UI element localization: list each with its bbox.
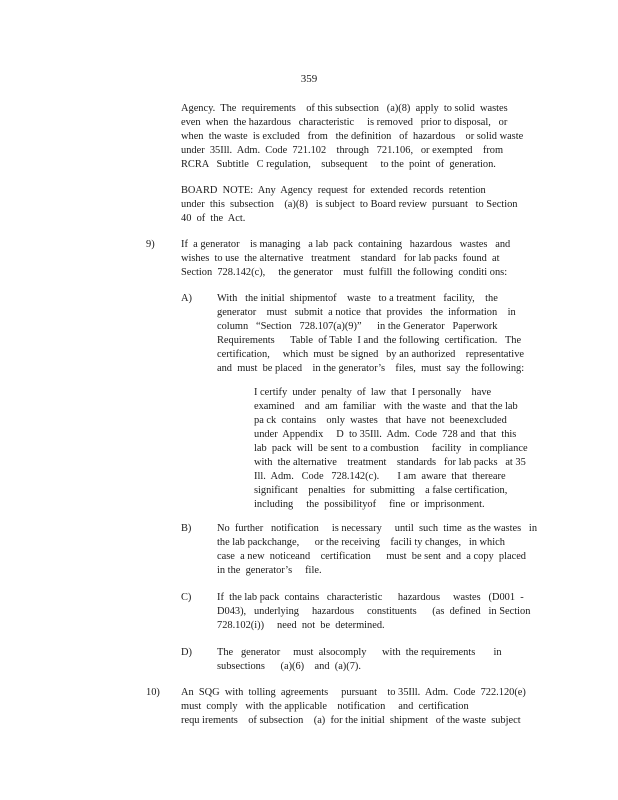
text-line: 40 of the Act. — [181, 213, 246, 224]
text-line: lab pack will be sent to a combustion facility in compliance — [254, 443, 528, 454]
text-line: column “Section 728.107(a)(9)” in the Generator Paperwork — [217, 321, 498, 332]
item-9-text — [181, 238, 553, 280]
item-label: C) — [181, 592, 192, 603]
text-line: Ill. Adm. Code 728.142(c). I am aware that thereare — [254, 471, 506, 482]
text-line: in the generator’s file. — [217, 565, 322, 576]
text-line: If a generator is managing a lab pack containing hazardous wastes and — [181, 239, 511, 250]
text-line: significant penalties for submitting a false certification, — [254, 485, 508, 496]
text-line: the lab packchange, or the receiving facili ty changes, in which — [217, 537, 505, 548]
board-note — [181, 184, 553, 226]
item-number: 10) — [146, 687, 160, 698]
text-line: wishes to use the alternative treatment standard for lab packs found at — [181, 253, 500, 264]
item-10-text — [181, 686, 557, 728]
item-a-text — [217, 292, 553, 376]
item-d-text — [217, 646, 553, 674]
item-b-text — [217, 522, 557, 578]
certification-quote — [254, 386, 554, 512]
text-line: certification, which must be signed by an authorized representative — [217, 349, 525, 360]
page-number: 359 — [300, 73, 318, 85]
text-line: Requirements Table of Table I and the following certification. The — [217, 335, 522, 346]
text-line: with the alternative treatment standards for lab packs at 35 — [254, 457, 526, 468]
text-line: subsections (a)(6) and (a)(7). — [217, 661, 361, 672]
text-line: The generator must alsocomply with the requirements in — [217, 647, 502, 658]
text-line: I certify under penalty of law that I personally have — [254, 387, 492, 398]
item-label: D) — [181, 647, 192, 658]
text-line: and must be placed in the generator’s files, must say the following: — [217, 363, 525, 374]
text-line: With the initial shipmentof waste to a treatment facility, the — [217, 293, 498, 304]
text-line: must comply with the applicable notification and certification — [181, 701, 469, 712]
text-line: 728.102(i)) need not be determined. — [217, 620, 385, 631]
text-line: Agency. The requirements of this subsection (a)(8) apply to solid wastes — [181, 103, 508, 114]
text-line: BOARD NOTE: Any Agency request for extended records retention — [181, 185, 486, 196]
text-line: including the possibilityof fine or imprisonment. — [254, 499, 485, 510]
text-line: D043), underlying hazardous constituents (as defined in Section — [217, 606, 531, 617]
item-label: B) — [181, 523, 192, 534]
text-line: case a new noticeand certification must be sent and a copy placed — [217, 551, 527, 562]
text-line: No further notification is necessary until such time as the wastes in — [217, 523, 538, 534]
text-line: under Appendix D to 35Ill. Adm. Code 728 and that this — [254, 429, 517, 440]
text-line: under 35Ill. Adm. Code 721.102 through 721.106, or exempted from — [181, 145, 504, 156]
text-line: pa ck contains only wastes that have not beenexcluded — [254, 415, 507, 426]
text-line: examined and am familiar with the waste and that the lab — [254, 401, 518, 412]
item-number: 9) — [146, 239, 155, 250]
text-line: when the waste is excluded from the definition of hazardous or solid waste — [181, 131, 524, 142]
text-line: RCRA Subtitle C regulation, subsequent to the point of generation. — [181, 159, 496, 170]
item-c-text — [217, 591, 553, 633]
text-line: An SQG with tolling agreements pursuant to 35Ill. Adm. Code 722.120(e) — [181, 687, 526, 698]
text-line: If the lab pack contains characteristic hazardous wastes (D001 - — [217, 592, 524, 603]
text-line: Section 728.142(c), the generator must fulfill the following conditi ons: — [181, 267, 508, 278]
text-line: under this subsection (a)(8) is subject to Board review pursuant to Section — [181, 199, 518, 210]
agency-paragraph — [181, 102, 553, 172]
text-line: even when the hazardous characteristic is removed prior to disposal, or — [181, 117, 508, 128]
text-line: generator must submit a notice that provides the information in — [217, 307, 516, 318]
item-label: A) — [181, 293, 192, 304]
text-line: requ irements of subsection (a) for the initial shipment of the waste subject — [181, 715, 521, 726]
